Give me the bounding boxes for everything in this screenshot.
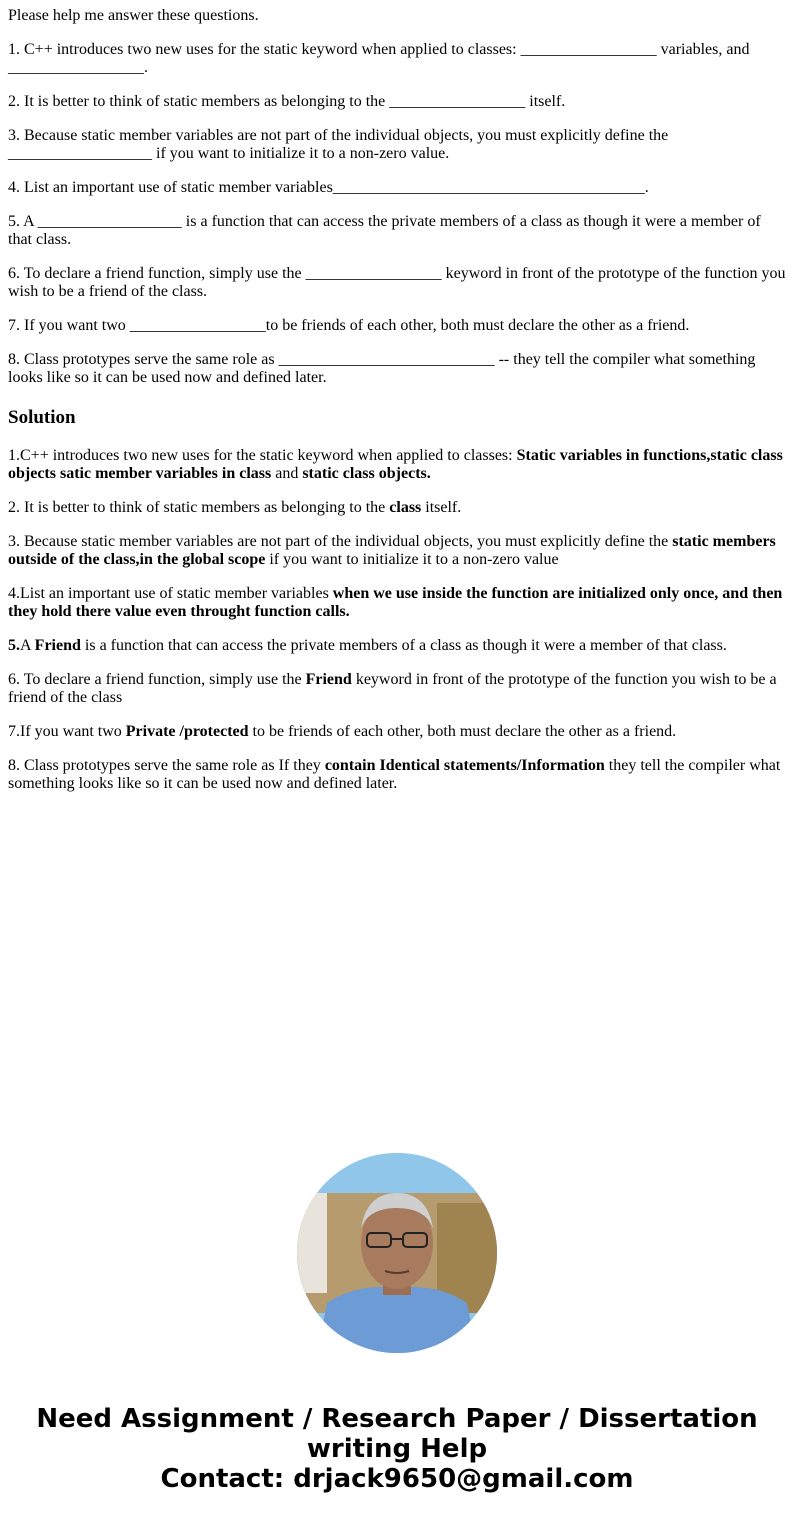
text-segment: 4.List an important use of static member variables [8,585,333,602]
text-segment: 1. C++ introduces two new uses for the static keyword when applied to classes: _________________ variables, and _________________. [8,41,750,76]
bold-answer-text: class [389,499,422,516]
document-body [8,7,788,809]
text-segment: 1.C++ introduces two new uses for the static keyword when applied to classes: [8,447,517,464]
text-segment: keyword in front of the prototype of the function you wish to be a friend of the class [8,671,777,706]
text-segment: 6. To declare a friend function, simply use the _________________ keyword in front of the prototype of the function you wish to be a friend of the class. [8,265,786,300]
bold-answer-text: 5. [8,637,20,654]
text-segment: 3. Because static member variables are not part of the individual objects, you must explicitly define the [8,533,673,550]
question-item [8,213,788,249]
text-segment: 7.If you want two [8,723,126,740]
footer-banner [0,1404,794,1494]
footer-contact: Contact: drjack9650@gmail.com [160,1464,634,1494]
portrait-image [297,1153,497,1353]
answer-item [8,533,788,569]
answer-item [8,499,788,517]
text-segment: 2. It is better to think of static members as belonging to the [8,499,390,516]
answer-item [8,757,788,793]
answer-item [8,637,788,655]
bold-answer-text: Friend [34,637,81,654]
bold-answer-text: Static variables in functions,static class objects satic member variables in class [8,447,783,482]
text-segment: to be friends of each other, both must declare the other as a friend. [248,723,677,740]
bold-answer-text: static members outside of the class,in the global scope [8,533,776,568]
bold-answer-text: contain Identical statements/Information [324,757,605,774]
text-segment: itself. [421,499,462,516]
answers-list [8,447,788,793]
text-segment: 8. Class prototypes serve the same role as If they [8,757,325,774]
text-segment: 7. If you want two _________________to be friends of each other, both must declare the other as a friend. [8,317,690,334]
bold-answer-text: Friend [305,671,352,688]
question-item [8,127,788,163]
text-segment: and [271,465,303,482]
answer-item [8,447,788,483]
question-item [8,93,788,111]
answer-item [8,671,788,707]
questions-list [8,41,788,387]
footer-help-text: Need Assignment / Research Paper / Dissertation writing Help [36,1404,758,1464]
question-item [8,351,788,387]
text-segment: 2. It is better to think of static members as belonging to the _________________ itself. [8,93,566,110]
author-avatar [297,1153,497,1353]
text-segment: they tell the compiler what something looks like so it can be used now and defined later. [8,757,781,792]
answer-item [8,723,788,741]
text-segment: 5. A __________________ is a function that can access the private members of a class as though it were a member of that class. [8,213,761,248]
bold-answer-text: when we use inside the function are initialized only once, and then they hold there value even throught function calls. [8,585,783,620]
intro-text: Please help me answer these questions. [8,7,259,24]
bold-answer-text: Private /protected [125,723,249,740]
question-item [8,265,788,301]
text-segment: is a function that can access the private members of a class as though it were a member of that class. [80,637,727,654]
question-item [8,179,788,197]
text-segment: 4. List an important use of static member variables_______________________________________. [8,179,649,196]
bold-answer-text: static class objects. [302,465,431,482]
text-segment: 3. Because static member variables are not part of the individual objects, you must explicitly define the __________________ if you want to initialize it to a non-zero value. [8,127,669,162]
question-item [8,317,788,335]
answer-item [8,585,788,621]
text-segment: if you want to initialize it to a non-zero value [265,551,559,568]
solution-heading: Solution [8,407,76,428]
question-item [8,41,788,77]
text-segment: 8. Class prototypes serve the same role as ___________________________ -- they tell the compiler what something looks like so it can be used now and defined later. [8,351,756,386]
text-segment: A [20,637,35,654]
text-segment: 6. To declare a friend function, simply use the [8,671,306,688]
